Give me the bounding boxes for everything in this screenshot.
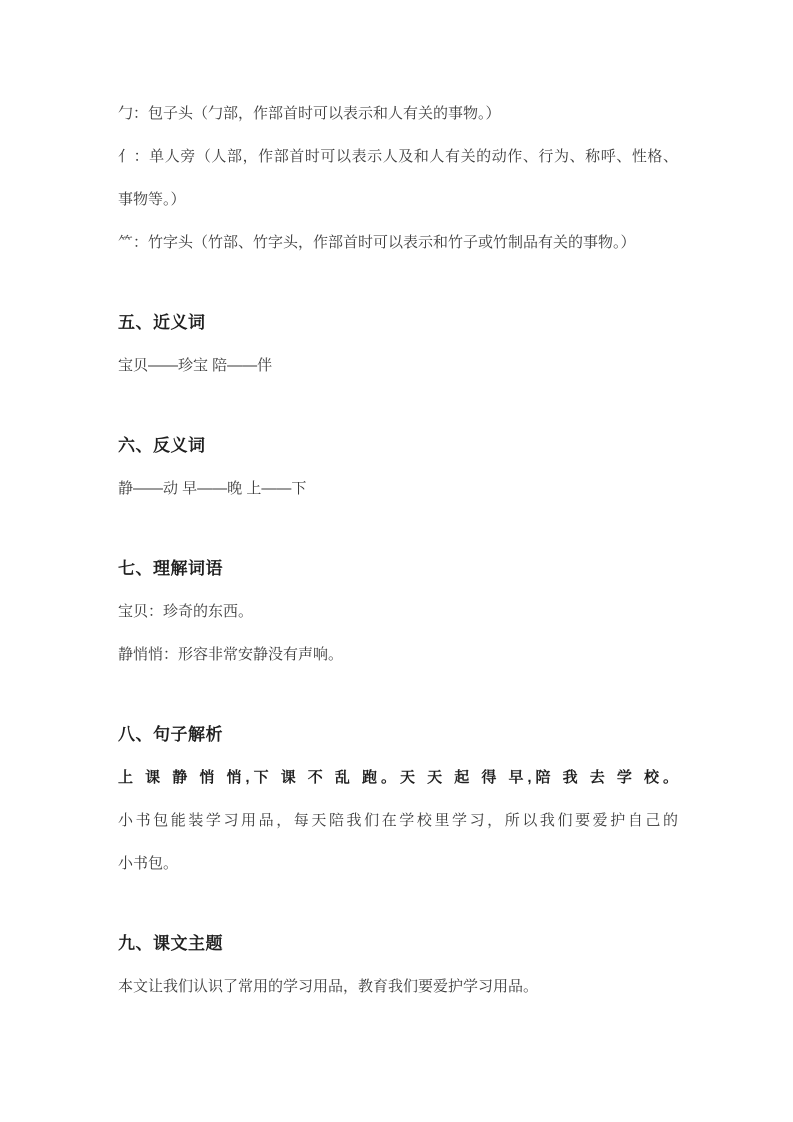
section-synonyms — [118, 301, 678, 387]
section-antonyms — [118, 424, 678, 510]
analyzed-sentence-quote: 上 课 静 悄 悄,下 课 不 乱 跑。天 天 起 得 早,陪 我 去 学 校。 — [118, 769, 678, 786]
section-heading-sentence-analysis: 八、句子解析 — [118, 725, 223, 744]
radical-entry-bao: 勹：包子头（勹部，作部首时可以表示和人有关的事物。） — [118, 105, 501, 122]
section-theme — [118, 922, 678, 1008]
synonym-pairs: 宝贝——珍宝 陪——伴 — [118, 357, 273, 374]
section-word-meanings — [118, 547, 678, 676]
document-content — [118, 92, 678, 1008]
word-meaning-baobei: 宝贝：珍奇的东西。 — [118, 603, 254, 620]
word-meaning-jingqiaoqiao: 静悄悄：形容非常安静没有声响。 — [118, 646, 344, 663]
section-radicals — [118, 92, 678, 264]
section-heading-word-meanings: 七、理解词语 — [118, 559, 223, 578]
radical-entry-zhu: ⺮：竹字头（竹部、竹字头，作部首时可以表示和竹子或竹制品有关的事物。） — [118, 234, 636, 251]
sentence-analysis-text-continuation: 小书包。 — [118, 855, 179, 872]
section-heading-synonyms: 五、近义词 — [118, 313, 206, 332]
section-heading-antonyms: 六、反义词 — [118, 436, 206, 455]
section-sentence-analysis — [118, 713, 678, 885]
section-heading-theme: 九、课文主题 — [118, 934, 223, 953]
sentence-analysis-text: 小书包能装学习用品，每天陪我们在学校里学习，所以我们要爱护自己的 — [118, 812, 678, 829]
radical-entry-ren-continuation: 事物等。） — [118, 191, 186, 208]
antonym-pairs: 静——动 早——晚 上——下 — [118, 480, 307, 497]
theme-text: 本文让我们认识了常用的学习用品，教育我们要爱护学习用品。 — [118, 978, 539, 995]
radical-entry-ren: 亻：单人旁（人部，作部首时可以表示人及和人有关的动作、行为、称呼、性格、 — [118, 148, 678, 165]
